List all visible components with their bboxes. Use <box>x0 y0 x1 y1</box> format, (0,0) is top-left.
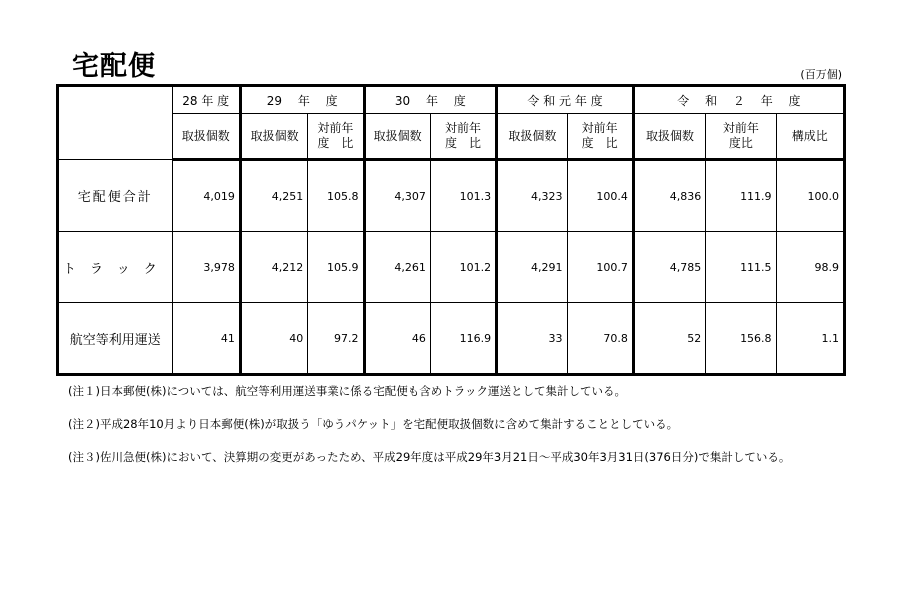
cell-r2-count: 52 <box>633 303 705 375</box>
cell-h29-ratio: 105.8 <box>308 160 364 232</box>
cell-r1-count: 33 <box>497 303 567 375</box>
cell-r1-ratio: 100.4 <box>567 160 633 232</box>
cell-h29-count: 4,212 <box>240 232 307 303</box>
footnote-2: (注２)平成28年10月より日本郵便(株)が取扱う「ゆうパケット」を宅配便取扱個数に含めて集計することとしている。 <box>68 417 679 431</box>
cell-h28-count: 3,978 <box>172 232 240 303</box>
sub-header-count: 取扱個数 <box>240 114 307 160</box>
cell-h29-count: 40 <box>240 303 307 375</box>
year-header-row <box>58 86 845 114</box>
cell-r1-count: 4,323 <box>497 160 567 232</box>
cell-r2-share: 98.9 <box>776 232 844 303</box>
cell-h30-count: 46 <box>364 303 430 375</box>
cell-r2-share: 1.1 <box>776 303 844 375</box>
row-label: トラック <box>58 232 173 303</box>
cell-h29-ratio: 97.2 <box>308 303 364 375</box>
cell-r1-ratio: 70.8 <box>567 303 633 375</box>
cell-r1-count: 4,291 <box>497 232 567 303</box>
year-header-h29: 29 年 度 <box>240 86 364 114</box>
unit-label: (百万個) <box>800 68 842 81</box>
cell-h30-ratio: 101.3 <box>430 160 496 232</box>
cell-r2-ratio: 156.8 <box>706 303 776 375</box>
row-label: 航空等利用運送 <box>58 303 173 375</box>
parcel-statistics-table <box>56 84 846 376</box>
cell-r1-ratio: 100.7 <box>567 232 633 303</box>
cell-r2-ratio: 111.5 <box>706 232 776 303</box>
sub-header-count: 取扱個数 <box>633 114 705 160</box>
sub-header-count: 取扱個数 <box>172 114 240 160</box>
sub-header-row <box>58 114 845 160</box>
sub-header-ratio: 対前年 度比 <box>706 114 776 160</box>
sub-header-ratio: 対前年 度 比 <box>308 114 364 160</box>
corner-cell <box>58 86 173 160</box>
cell-h30-count: 4,307 <box>364 160 430 232</box>
cell-h28-count: 41 <box>172 303 240 375</box>
year-header-r2: 令 和 ２ 年 度 <box>633 86 844 114</box>
cell-h30-count: 4,261 <box>364 232 430 303</box>
footnotes <box>68 384 848 483</box>
cell-h28-count: 4,019 <box>172 160 240 232</box>
row-label: 宅配便合計 <box>58 160 173 232</box>
cell-r2-share: 100.0 <box>776 160 844 232</box>
table-row <box>58 303 845 375</box>
sub-header-share: 構成比 <box>776 114 844 160</box>
year-header-r1: 令 和 元 年 度 <box>497 86 634 114</box>
cell-r2-count: 4,836 <box>633 160 705 232</box>
table-row <box>58 232 845 303</box>
sub-header-ratio: 対前年 度 比 <box>430 114 496 160</box>
cell-h30-ratio: 101.2 <box>430 232 496 303</box>
cell-h30-ratio: 116.9 <box>430 303 496 375</box>
cell-h29-count: 4,251 <box>240 160 307 232</box>
cell-h29-ratio: 105.9 <box>308 232 364 303</box>
sub-header-count: 取扱個数 <box>364 114 430 160</box>
year-header-h30: 30 年 度 <box>364 86 497 114</box>
footnote-1: (注１)日本郵便(株)については、航空等利用運送事業に係る宅配便も含めトラック運送として集計している。 <box>68 384 626 398</box>
footnote-3: (注３)佐川急便(株)において、決算期の変更があったため、平成29年度は平成29年3月21日～平成30年3月31日(376日分)で集計している。 <box>68 450 791 464</box>
sub-header-count: 取扱個数 <box>497 114 567 160</box>
sub-header-ratio: 対前年 度 比 <box>567 114 633 160</box>
cell-r2-ratio: 111.9 <box>706 160 776 232</box>
table-row <box>58 160 845 232</box>
cell-r2-count: 4,785 <box>633 232 705 303</box>
page-title: 宅配便 <box>72 51 156 82</box>
year-header-h28: 28 年 度 <box>172 86 240 114</box>
